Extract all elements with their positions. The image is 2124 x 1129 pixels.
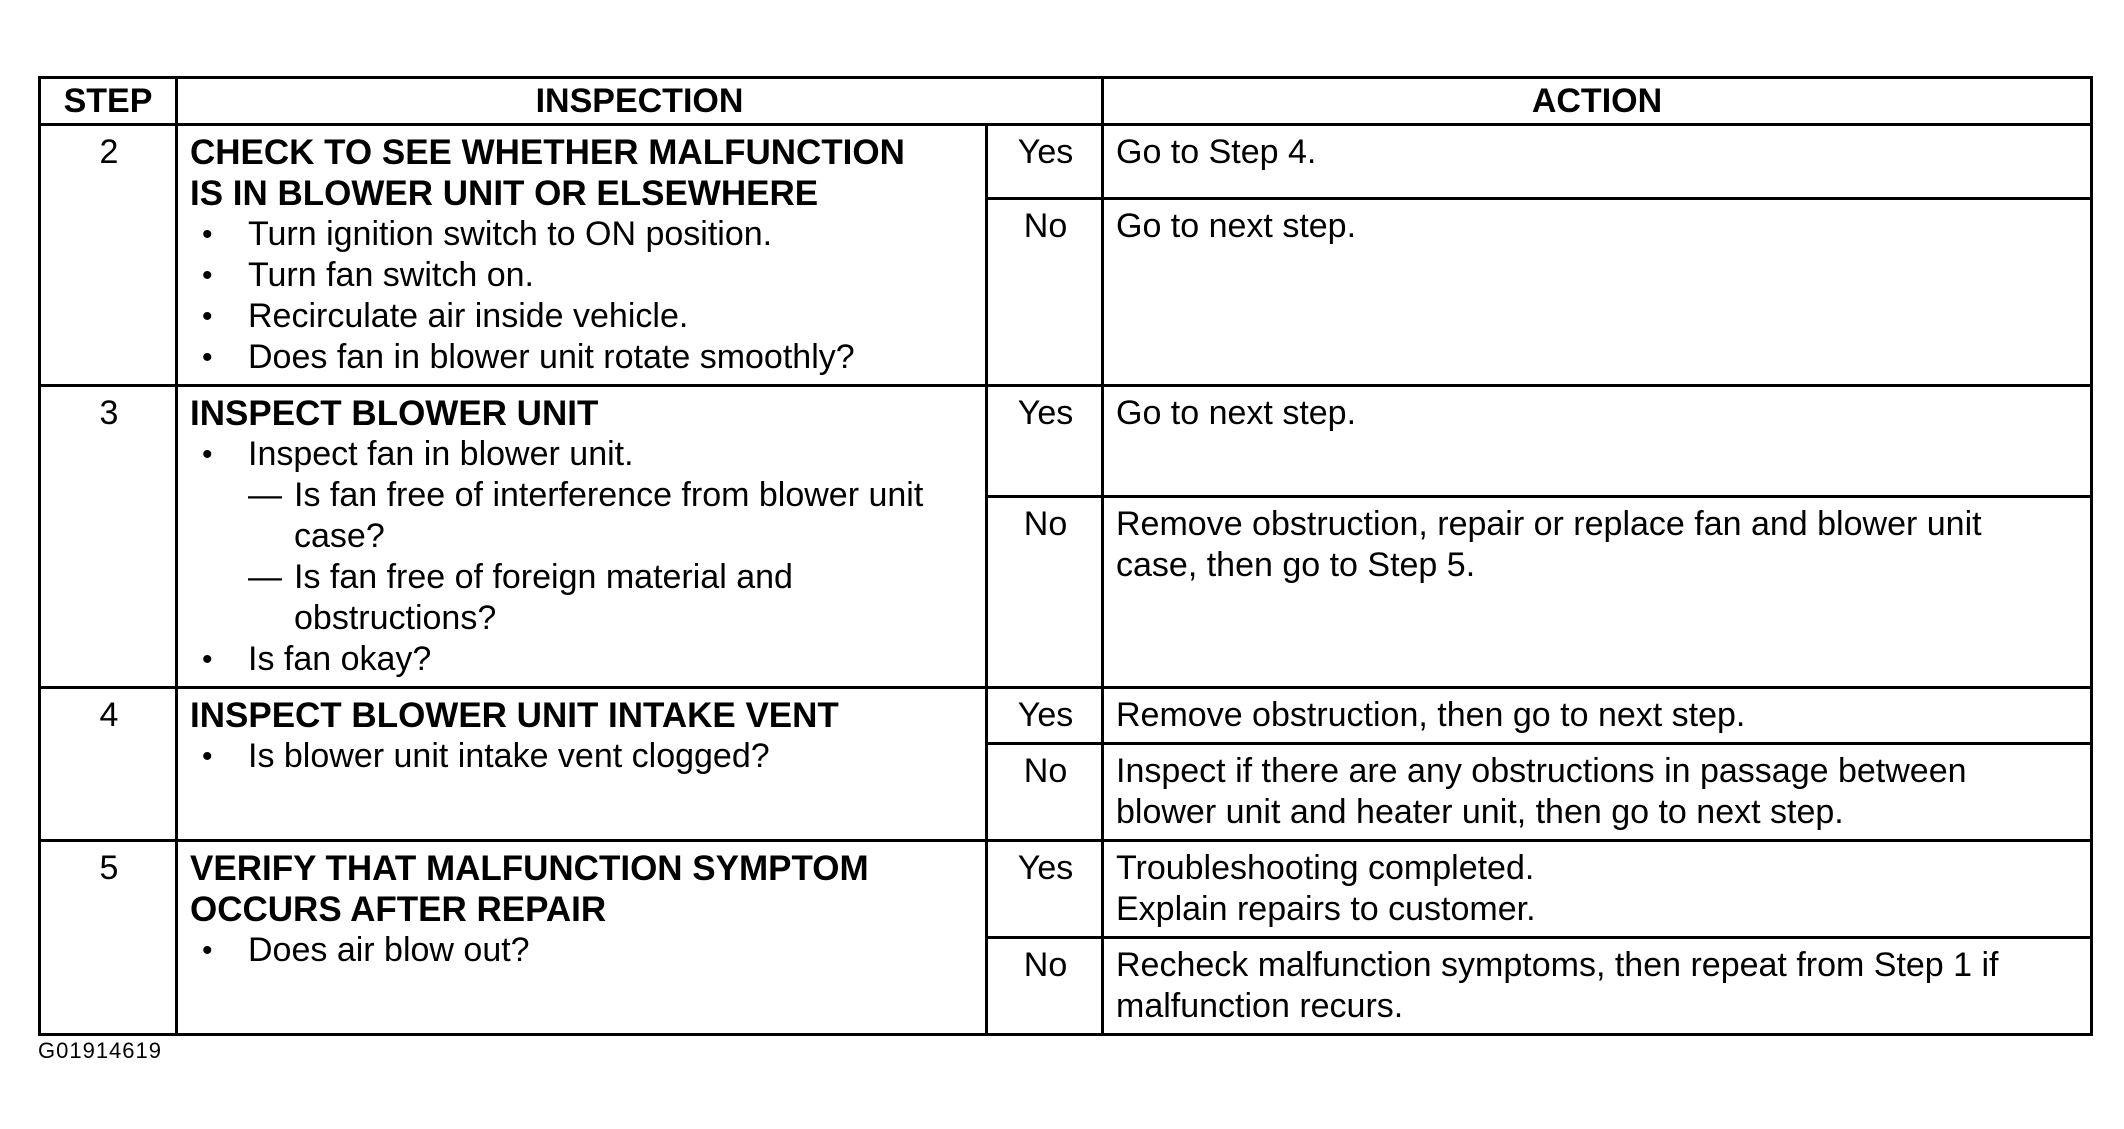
bullet-item (190, 434, 975, 639)
step-row (40, 688, 2092, 744)
no-action (1103, 199, 2092, 386)
figure-id: G01914619 (38, 1038, 162, 1063)
bullet-list (190, 214, 975, 378)
inspection-cell (177, 386, 987, 688)
action-line: Remove obstruction, then go to next step. (1116, 696, 1746, 734)
yes-action (1103, 386, 2092, 497)
dash-text: Is fan free of foreign material and (294, 558, 793, 596)
action-line: malfunction recurs. (1116, 987, 1404, 1025)
title-line: INSPECT BLOWER UNIT INTAKE VENT (190, 696, 839, 735)
title-line: VERIFY THAT MALFUNCTION SYMPTOM (190, 849, 869, 888)
header-inspection: INSPECTION (177, 78, 1103, 125)
no-action (1103, 744, 2092, 841)
dash-item (248, 475, 975, 557)
step-row (40, 841, 2092, 938)
no-label: No (987, 199, 1103, 386)
title-line: INSPECT BLOWER UNIT (190, 394, 599, 433)
header-row (40, 78, 2092, 125)
bullet-item: • Is blower unit intake vent clogged? (190, 736, 975, 777)
inspection-cell (177, 125, 987, 386)
inspection-cell (177, 841, 987, 1035)
title-line: CHECK TO SEE WHETHER MALFUNCTION (190, 133, 905, 172)
no-label: No (987, 938, 1103, 1035)
step-number: 3 (40, 386, 177, 688)
bullet-list (190, 930, 975, 971)
step-title (190, 848, 975, 930)
step-row (40, 125, 2092, 199)
dash-item (248, 557, 975, 639)
bullet-item: • Turn fan switch on. (190, 255, 975, 296)
bullet-item: • Recirculate air inside vehicle. (190, 296, 975, 337)
action-line: Troubleshooting completed. (1116, 849, 1535, 887)
yes-label: Yes (987, 688, 1103, 744)
action-line: Go to next step. (1116, 207, 1357, 245)
em-dash: — (248, 476, 282, 514)
no-action (1103, 496, 2092, 687)
yes-action (1103, 688, 2092, 744)
step-number: 5 (40, 841, 177, 1035)
step-title (190, 132, 975, 214)
no-action (1103, 938, 2092, 1035)
dash-list (248, 475, 975, 639)
action-line: Go to Step 4. (1116, 133, 1317, 171)
bullet-item: • Is fan okay? (190, 639, 975, 680)
step-row (40, 386, 2092, 497)
step-number: 2 (40, 125, 177, 386)
bullet-item: • Does fan in blower unit rotate smoothly? (190, 337, 975, 378)
action-line: Explain repairs to customer. (1116, 890, 1536, 928)
header-action: ACTION (1103, 78, 2092, 125)
action-line: Remove obstruction, repair or replace fan and blower unit (1116, 504, 1982, 543)
action-line: Recheck malfunction symptoms, then repeat from Step 1 if (1116, 946, 1999, 984)
bullet-list (190, 736, 975, 777)
action-line: blower unit and heater unit, then go to next step. (1116, 793, 1844, 831)
no-label: No (987, 744, 1103, 841)
step-number: 4 (40, 688, 177, 841)
yes-action (1103, 841, 2092, 938)
title-line: IS IN BLOWER UNIT OR ELSEWHERE (190, 174, 819, 213)
step-title (190, 695, 975, 736)
yes-action (1103, 125, 2092, 199)
action-line: Inspect if there are any obstructions in passage between (1116, 752, 1967, 790)
diagnostic-table (38, 76, 2093, 1036)
dash-text-cont: case? (294, 517, 385, 555)
bullet-list (190, 434, 975, 680)
title-line: OCCURS AFTER REPAIR (190, 890, 607, 929)
header-step: STEP (40, 78, 177, 125)
inspection-cell (177, 688, 987, 841)
action-line: case, then go to Step 5. (1116, 545, 1476, 584)
dash-text-cont: obstructions? (294, 599, 497, 637)
no-label: No (987, 496, 1103, 687)
dash-text: Is fan free of interference from blower unit (294, 476, 924, 514)
bullet-text: Inspect fan in blower unit. (248, 435, 634, 473)
step-title (190, 393, 975, 434)
yes-label: Yes (987, 125, 1103, 199)
action-line: Go to next step. (1116, 394, 1357, 432)
em-dash: — (248, 558, 282, 596)
yes-label: Yes (987, 386, 1103, 497)
bullet-item: • Does air blow out? (190, 930, 975, 971)
yes-label: Yes (987, 841, 1103, 938)
bullet-item: • Turn ignition switch to ON position. (190, 214, 975, 255)
